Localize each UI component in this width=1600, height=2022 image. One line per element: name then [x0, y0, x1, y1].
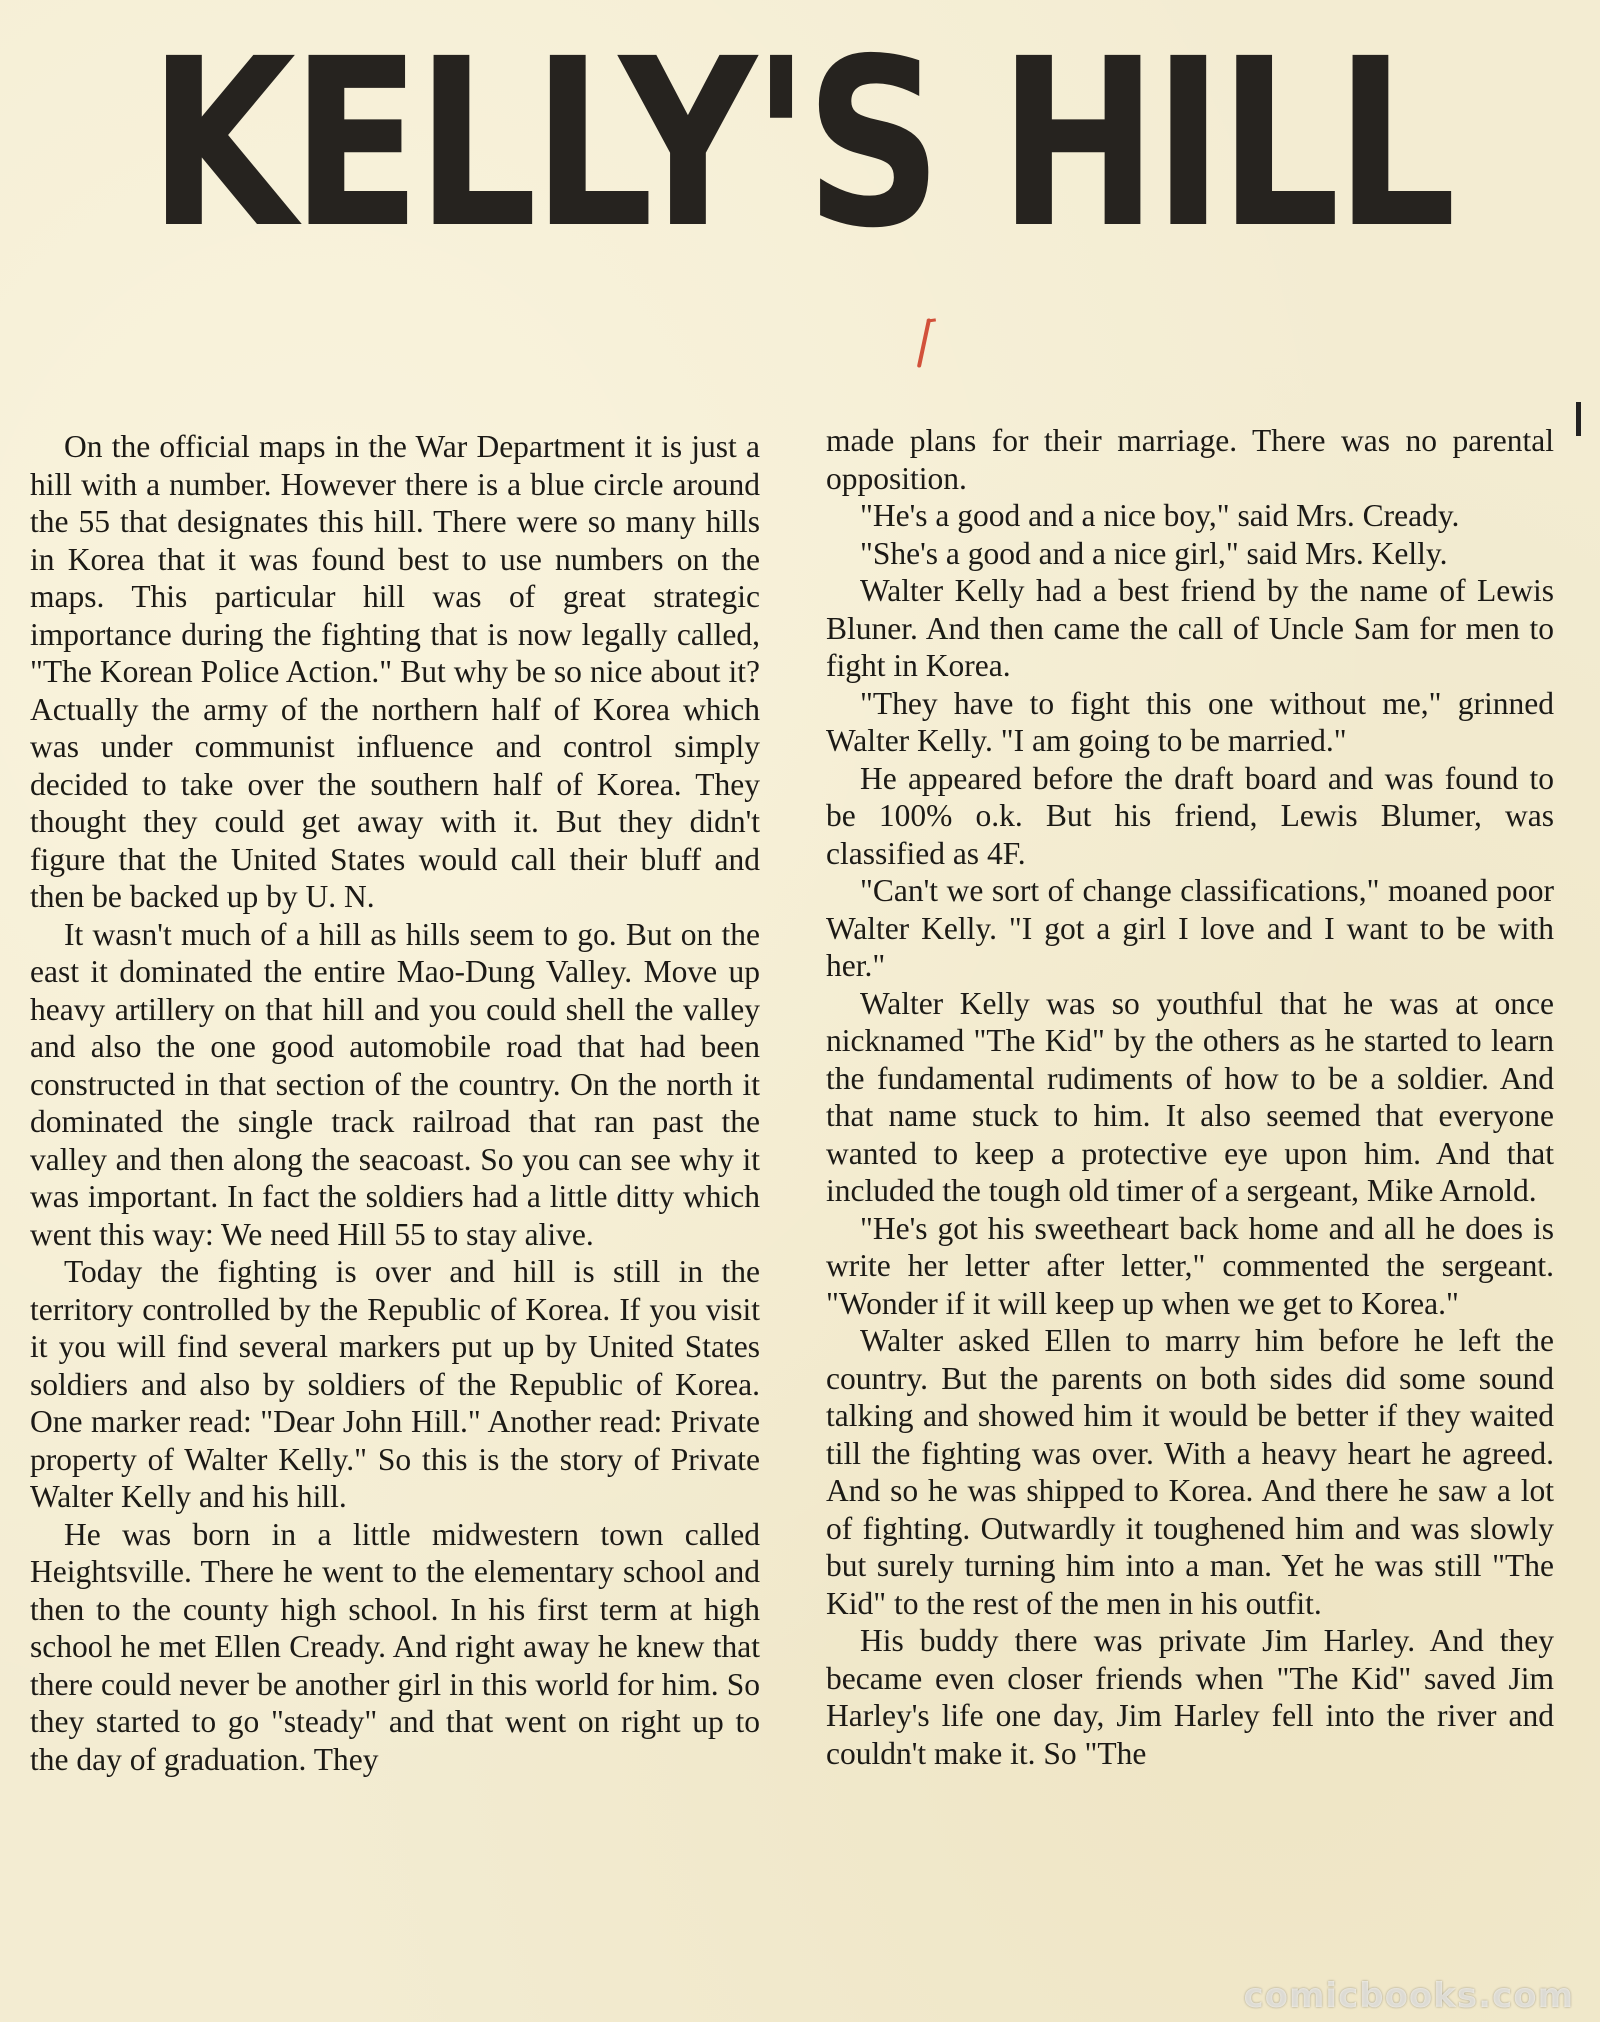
headline: KELLY'S HILL [148, 9, 1452, 279]
margin-mark [1576, 402, 1581, 436]
red-pen-mark [917, 318, 931, 368]
paragraph: Walter Kelly had a best friend by the name of Lewis Bluner. And then came the call of Uncle Sam for men to fight in Korea. [826, 573, 1554, 683]
paragraph: His buddy there was private Jim Harley. And they became even closer friends when "The Kid" saved Jim Harley's life one day, Jim Harley fell into the river and couldn't make it. So "The [826, 1623, 1554, 1771]
left-column [30, 428, 760, 1778]
right-column [826, 422, 1554, 1772]
paragraph-continued: made plans for their marriage. There was no parental opposition. [826, 423, 1554, 496]
paragraph: He appeared before the draft board and was found to be 100% o.k. But his friend, Lewis Blumer, was classified as 4F. [826, 760, 1554, 871]
paragraph: On the official maps in the War Department it is just a hill with a number. However there is a blue circle around the 55 that designates this hill. There were so many hills in Korea that it was found best to use numbers on the maps. This particular hill was of great strategic importance during the fighting that is now legally called, "The Korean Police Action." But why be so nice about it? Actually the army of the northern half of Korea which was under communist influence and control simply decided to take over the southern half of Korea. They thought they could get away with it. But they didn't figure that the United States would call their bluff and then be backed up by U. N. [30, 429, 760, 914]
paragraph: "Can't we sort of change classifications," moaned poor Walter Kelly. "I got a girl I love and I want to be with her." [826, 873, 1554, 983]
paragraph: Walter asked Ellen to marry him before he left the country. But the parents on both sides did some sound talking and showed him it would be better if they waited till the fighting was over. With a heavy heart he agreed. And so he was shipped to Korea. And there he saw a lot of fighting. Outwardly it toughened him and was slowly but surely turning him into a man. Yet he was still "The Kid" to the rest of the men in his outfit. [826, 1323, 1554, 1621]
paragraph: He was born in a little midwestern town called Heightsville. There he went to the elementary school and then to the county high school. In his first term at high school he met Ellen Cready. And right away he knew that there could never be another girl in this world for him. So they started to go "steady" and that went on right up to the day of graduation. They [30, 1516, 760, 1777]
paragraph: It wasn't much of a hill as hills seem to go. But on the east it dominated the entire Mao-Dung Valley. Move up heavy artillery on that hill and you could shell the valley and also the one good automobile road that had been constructed in that section of the country. On the north it dominated the single track railroad that ran past the valley and then along the seacoast. So you can see why it was important. In fact the soldiers had a little ditty which went this way: We need Hill 55 to stay alive. [30, 916, 760, 1252]
paragraph: "He's got his sweetheart back home and all he does is write her letter after letter," commented the sergeant. "Wonder if it will keep up when we get to Korea." [826, 1210, 1554, 1321]
paragraph: Walter Kelly was so youthful that he was at once nicknamed "The Kid" by the others as he started to learn the fundamental rudiments of how to be a soldier. And that name stuck to him. It also seemed that everyone wanted to keep a protective eye upon him. And that included the tough old timer of a sergeant, Mike Arnold. [826, 985, 1554, 1208]
paragraph: "He's a good and a nice boy," said Mrs. Cready. [860, 498, 1460, 533]
paragraph: "They have to fight this one without me," grinned Walter Kelly. "I am going to be married." [826, 685, 1554, 758]
paragraph: Today the fighting is over and hill is still in the territory controlled by the Republic of Korea. If you visit it you will find several markers put up by United States soldiers and also by soldiers of the Republic of Korea. One marker read: "Dear John Hill." Another read: Private property of Walter Kelly." So this is the story of Private Walter Kelly and his hill. [30, 1254, 760, 1514]
watermark: comicbooks.com [1243, 1976, 1574, 2016]
paragraph: "She's a good and a nice girl," said Mrs. Kelly. [860, 535, 1448, 571]
